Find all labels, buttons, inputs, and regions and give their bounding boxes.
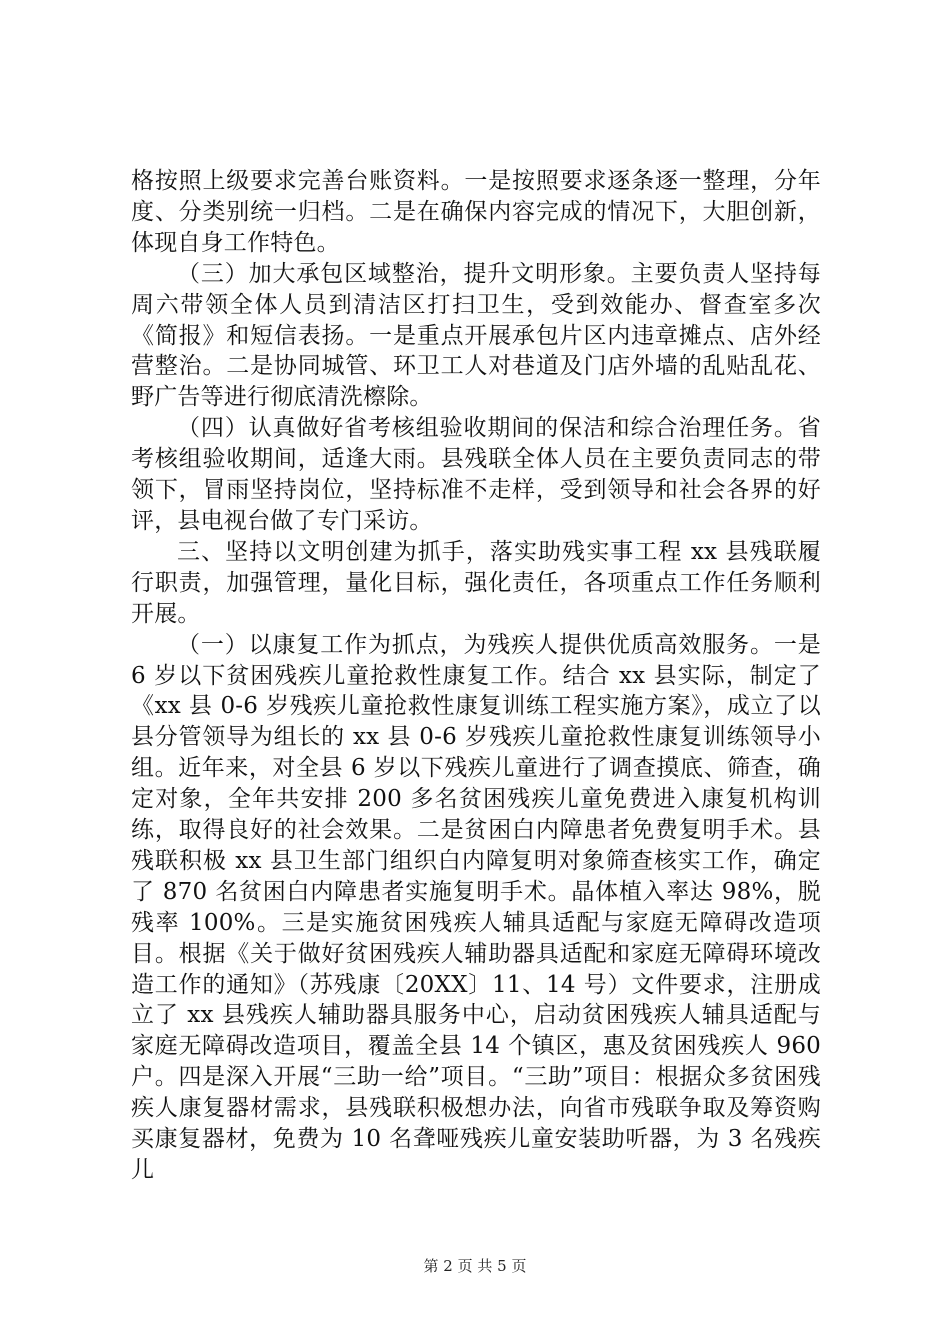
paragraph-section-three-area: （三）加大承包区域整治，提升文明形象。主要负责人坚持每周六带领全体人员到清洁区打扫卫生，受到效能办、督查室多次《简报》和短信表扬。一是重点开展承包片区内违章摊点、店外经营整治。二是协同城管、环卫工人对巷道及门店外墙的乱贴乱花、野广告等进行彻底清洗檫除。 bbox=[131, 260, 821, 411]
paragraph-heading-three: 三、坚持以文明创建为抓手，落实助残实事工程 xx 县残联履行职责，加强管理，量化目标，强化责任，各项重点工作任务顺利开展。 bbox=[131, 538, 821, 627]
paragraph-ledger-continuation: 格按照上级要求完善台账资料。一是按照要求逐条逐一整理，分年度、分类别统一归档。二是在确保内容完成的情况下，大胆创新，体现自身工作特色。 bbox=[131, 168, 821, 256]
paragraph-section-four-inspection: （四）认真做好省考核组验收期间的保洁和综合治理任务。省考核组验收期间，适逢大雨。县残联全体人员在主要负责同志的带领下，冒雨坚持岗位，坚持标准不走样，受到领导和社会各界的好评，县电视台做了专门采访。 bbox=[131, 415, 821, 534]
page-footer: 第 2 页 共 5 页 bbox=[423, 1257, 527, 1275]
paragraph-rehabilitation-work: （一）以康复工作为抓点，为残疾人提供优质高效服务。一是 6 岁以下贫困残疾儿童抢救性康复工作。结合 xx 县实际，制定了《xx 县 0-6 岁残疾儿童抢救性康复训练工程实施方案》，成立了以县分管领导为组长的 xx 县 0-6 岁残疾儿童抢救性康复训练领导小组。近年来，对全县 6 岁以下残疾儿童进行了调查摸底、筛查，确定对象，全年共安排 200 多名贫困残疾儿童免费进入康复机构训练，取得良好的社会效果。二是贫困白内障患者免费复明手术。县残联积极 xx 县卫生部门组织白内障复明对象筛查核实工作，确定了 870 名贫困白内障患者实施复明手术。晶体植入率达 98%，脱残率 100%。三是实施贫困残疾人辅具适配与家庭无障碍改造项目。根据《关于做好贫困残疾人辅助器具适配和家庭无障碍环境改造工作的通知》（苏残康〔20XX〕11、14 号）文件要求，注册成立了 xx 县残疾人辅助器具服务中心，启动贫困残疾人辅具适配与家庭无障碍改造项目，覆盖全县 14 个镇区，惠及贫困残疾人 960 户。四是深入开展“三助一给”项目。“三助”项目：根据众多贫困残疾人康复器材需求，县残联积极想办法，向省市残联争取及筹资购买康复器材，免费为 10 名聋哑残疾儿童安装助听器，为 3 名残疾儿 bbox=[131, 631, 821, 1183]
document-body bbox=[131, 166, 821, 1186]
